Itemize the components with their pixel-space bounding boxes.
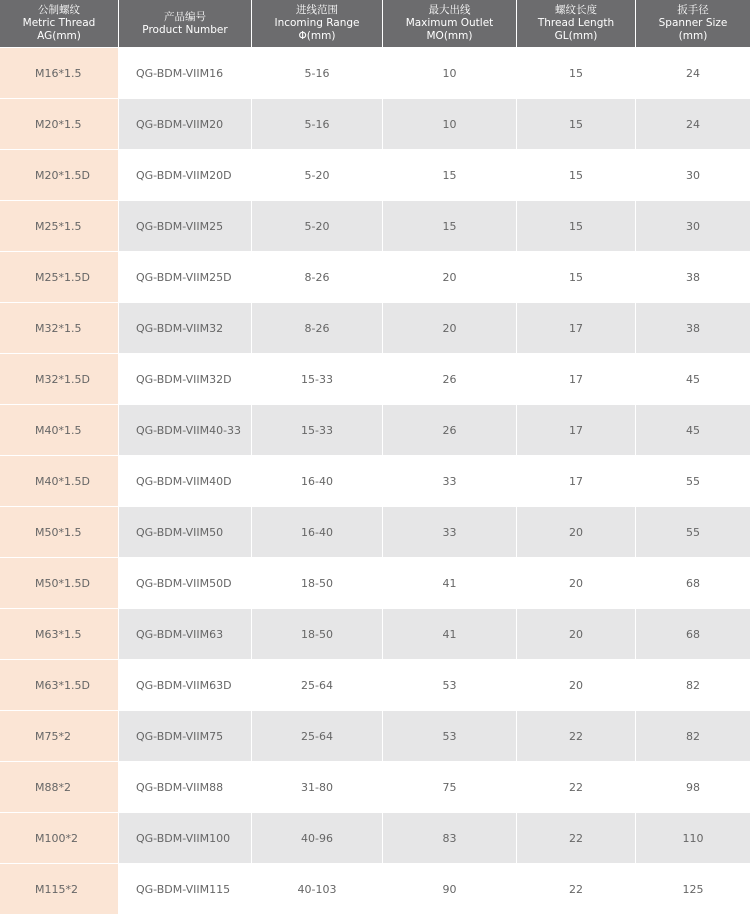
metric-thread-cell: M32*1.5D [0, 354, 119, 405]
product-number-cell: QG-BDM-VIIM32 [119, 303, 252, 354]
header-row [0, 0, 750, 48]
table-row [0, 405, 750, 456]
incoming-range-cell: 25-64 [252, 660, 383, 711]
header-unit: (mm) [678, 30, 708, 42]
table-row [0, 609, 750, 660]
spanner-size-cell: 30 [636, 201, 750, 252]
metric-thread-cell: M25*1.5 [0, 201, 119, 252]
incoming-range-cell: 5-20 [252, 150, 383, 201]
metric-thread-cell: M40*1.5 [0, 405, 119, 456]
header-unit: Φ(mm) [298, 30, 336, 42]
spanner-size-cell: 110 [636, 813, 750, 864]
maximum-outlet-cell: 41 [383, 609, 517, 660]
incoming-range-cell: 5-16 [252, 99, 383, 150]
product-number-cell: QG-BDM-VIIM100 [119, 813, 252, 864]
header-en: Maximum Outlet [405, 17, 494, 29]
table-row [0, 456, 750, 507]
incoming-range-cell: 15-33 [252, 405, 383, 456]
table-body [0, 48, 750, 915]
product-number-cell: QG-BDM-VIIM63 [119, 609, 252, 660]
header-unit: GL(mm) [554, 30, 598, 42]
incoming-range-cell: 15-33 [252, 354, 383, 405]
spanner-size-cell: 55 [636, 507, 750, 558]
spanner-size-cell: 30 [636, 150, 750, 201]
table-row [0, 507, 750, 558]
header-unit: AG(mm) [37, 30, 81, 42]
metric-thread-cell: M50*1.5D [0, 558, 119, 609]
metric-thread-cell: M32*1.5 [0, 303, 119, 354]
metric-thread-cell: M63*1.5 [0, 609, 119, 660]
spanner-size-cell: 68 [636, 609, 750, 660]
header-metric-thread [0, 0, 119, 48]
spanner-size-cell: 38 [636, 252, 750, 303]
table-row [0, 558, 750, 609]
thread-length-cell: 17 [517, 303, 636, 354]
table-row [0, 150, 750, 201]
incoming-range-cell: 8-26 [252, 252, 383, 303]
table-row [0, 201, 750, 252]
header-zh: 最大出线 [428, 4, 471, 16]
maximum-outlet-cell: 26 [383, 354, 517, 405]
table-row [0, 99, 750, 150]
table-row [0, 660, 750, 711]
header-en: Spanner Size [658, 17, 728, 29]
header-zh: 公制螺纹 [38, 4, 80, 16]
product-number-cell: QG-BDM-VIIM25 [119, 201, 252, 252]
spanner-size-cell: 38 [636, 303, 750, 354]
header-en: Incoming Range [274, 17, 360, 29]
incoming-range-cell: 18-50 [252, 609, 383, 660]
spanner-size-cell: 45 [636, 354, 750, 405]
header-zh: 扳手径 [677, 4, 709, 16]
thread-length-cell: 22 [517, 762, 636, 813]
table-row [0, 864, 750, 915]
thread-length-cell: 15 [517, 99, 636, 150]
metric-thread-cell: M20*1.5 [0, 99, 119, 150]
incoming-range-cell: 31-80 [252, 762, 383, 813]
maximum-outlet-cell: 15 [383, 150, 517, 201]
header-product-number [119, 0, 252, 48]
table-row [0, 303, 750, 354]
maximum-outlet-cell: 20 [383, 252, 517, 303]
header-en: Metric Thread [22, 17, 96, 29]
metric-thread-cell: M88*2 [0, 762, 119, 813]
table-row [0, 354, 750, 405]
spanner-size-cell: 45 [636, 405, 750, 456]
maximum-outlet-cell: 41 [383, 558, 517, 609]
spanner-size-cell: 82 [636, 711, 750, 762]
metric-thread-cell: M63*1.5D [0, 660, 119, 711]
thread-length-cell: 17 [517, 354, 636, 405]
thread-length-cell: 22 [517, 813, 636, 864]
maximum-outlet-cell: 83 [383, 813, 517, 864]
product-number-cell: QG-BDM-VIIM20 [119, 99, 252, 150]
thread-length-cell: 22 [517, 864, 636, 915]
incoming-range-cell: 18-50 [252, 558, 383, 609]
spanner-size-cell: 125 [636, 864, 750, 915]
spanner-size-cell: 82 [636, 660, 750, 711]
incoming-range-cell: 25-64 [252, 711, 383, 762]
product-number-cell: QG-BDM-VIIM32D [119, 354, 252, 405]
metric-thread-cell: M50*1.5 [0, 507, 119, 558]
table-row [0, 48, 750, 99]
maximum-outlet-cell: 15 [383, 201, 517, 252]
maximum-outlet-cell: 53 [383, 711, 517, 762]
header-unit: MO(mm) [426, 30, 473, 42]
maximum-outlet-cell: 26 [383, 405, 517, 456]
header-en: Thread Length [537, 17, 615, 29]
metric-thread-cell: M115*2 [0, 864, 119, 915]
product-number-cell: QG-BDM-VIIM88 [119, 762, 252, 813]
thread-length-cell: 17 [517, 405, 636, 456]
table-row [0, 762, 750, 813]
incoming-range-cell: 40-103 [252, 864, 383, 915]
incoming-range-cell: 5-20 [252, 201, 383, 252]
thread-length-cell: 20 [517, 507, 636, 558]
product-number-cell: QG-BDM-VIIM16 [119, 48, 252, 99]
incoming-range-cell: 16-40 [252, 507, 383, 558]
incoming-range-cell: 40-96 [252, 813, 383, 864]
maximum-outlet-cell: 10 [383, 99, 517, 150]
metric-thread-cell: M40*1.5D [0, 456, 119, 507]
header-zh: 螺纹长度 [555, 4, 597, 16]
metric-thread-cell: M20*1.5D [0, 150, 119, 201]
header-thread-length [517, 0, 636, 48]
product-number-cell: QG-BDM-VIIM50 [119, 507, 252, 558]
maximum-outlet-cell: 10 [383, 48, 517, 99]
thread-length-cell: 20 [517, 609, 636, 660]
metric-thread-cell: M100*2 [0, 813, 119, 864]
table-row [0, 711, 750, 762]
product-number-cell: QG-BDM-VIIM50D [119, 558, 252, 609]
thread-length-cell: 22 [517, 711, 636, 762]
header-maximum-outlet [383, 0, 517, 48]
product-number-cell: QG-BDM-VIIM115 [119, 864, 252, 915]
header-zh: 进线范围 [296, 4, 338, 16]
maximum-outlet-cell: 75 [383, 762, 517, 813]
maximum-outlet-cell: 33 [383, 456, 517, 507]
thread-length-cell: 15 [517, 201, 636, 252]
incoming-range-cell: 16-40 [252, 456, 383, 507]
spanner-size-cell: 24 [636, 48, 750, 99]
product-number-cell: QG-BDM-VIIM20D [119, 150, 252, 201]
thread-length-cell: 15 [517, 150, 636, 201]
spanner-size-cell: 24 [636, 99, 750, 150]
maximum-outlet-cell: 90 [383, 864, 517, 915]
product-number-cell: QG-BDM-VIIM75 [119, 711, 252, 762]
thread-length-cell: 20 [517, 660, 636, 711]
thread-length-cell: 20 [517, 558, 636, 609]
product-number-cell: QG-BDM-VIIM63D [119, 660, 252, 711]
thread-length-cell: 15 [517, 252, 636, 303]
maximum-outlet-cell: 33 [383, 507, 517, 558]
metric-thread-cell: M75*2 [0, 711, 119, 762]
product-number-cell: QG-BDM-VIIM40-33 [119, 405, 252, 456]
product-number-cell: QG-BDM-VIIM40D [119, 456, 252, 507]
header-incoming-range [252, 0, 383, 48]
thread-length-cell: 17 [517, 456, 636, 507]
metric-thread-cell: M25*1.5D [0, 252, 119, 303]
header-spanner-size [636, 0, 750, 48]
incoming-range-cell: 5-16 [252, 48, 383, 99]
thread-length-cell: 15 [517, 48, 636, 99]
maximum-outlet-cell: 20 [383, 303, 517, 354]
table-row [0, 252, 750, 303]
spanner-size-cell: 98 [636, 762, 750, 813]
header-en: Product Number [142, 23, 228, 36]
table-row [0, 813, 750, 864]
spanner-size-cell: 55 [636, 456, 750, 507]
spanner-size-cell: 68 [636, 558, 750, 609]
header-zh: 产品编号 [164, 10, 206, 23]
maximum-outlet-cell: 53 [383, 660, 517, 711]
metric-thread-cell: M16*1.5 [0, 48, 119, 99]
incoming-range-cell: 8-26 [252, 303, 383, 354]
product-number-cell: QG-BDM-VIIM25D [119, 252, 252, 303]
